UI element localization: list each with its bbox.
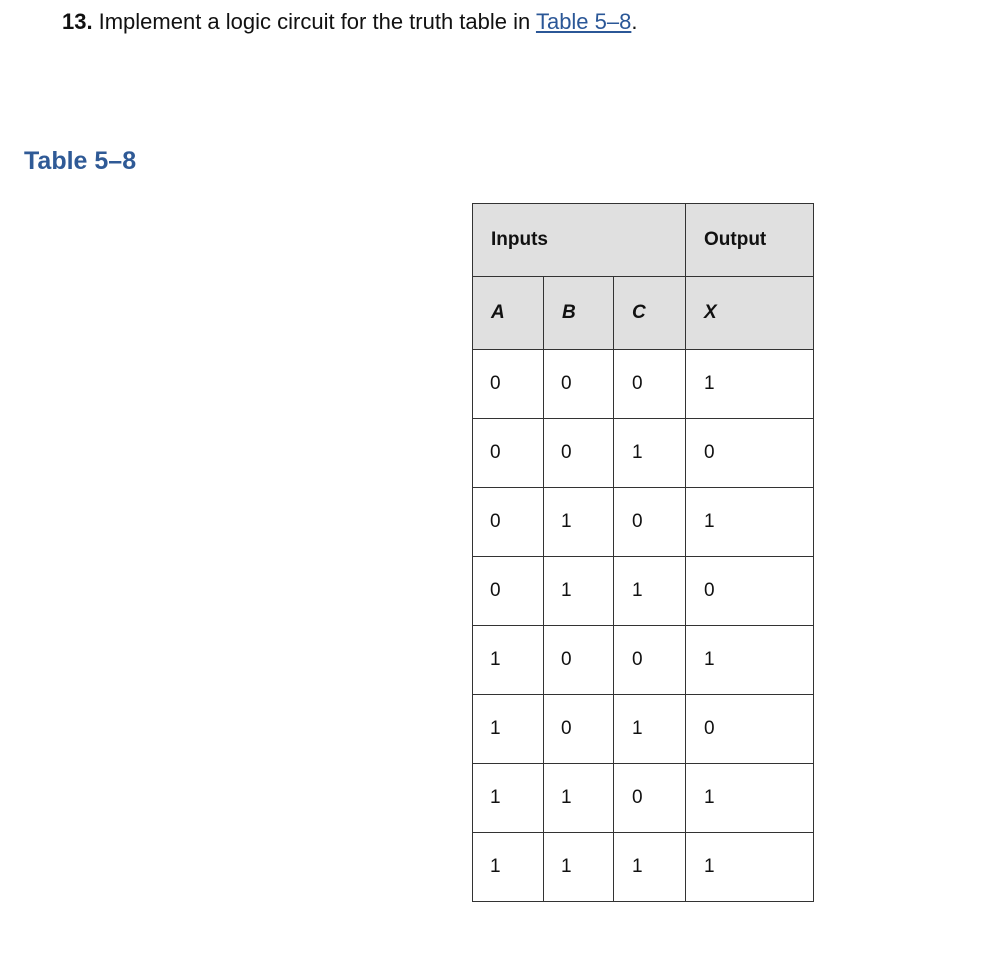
- column-header-a: A: [473, 277, 544, 350]
- cell-x: 1: [686, 350, 814, 419]
- table-reference-link[interactable]: Table 5–8: [535, 9, 632, 34]
- cell-c: 1: [614, 695, 686, 764]
- cell-c: 1: [614, 833, 686, 902]
- cell-b: 1: [544, 488, 614, 557]
- cell-b: 0: [544, 350, 614, 419]
- cell-a: 1: [473, 626, 544, 695]
- table-row: [473, 695, 814, 764]
- table-row: [473, 764, 814, 833]
- cell-a: 1: [473, 764, 544, 833]
- cell-x: 0: [686, 557, 814, 626]
- table-caption: Table 5–8: [24, 147, 137, 175]
- question-text: [62, 8, 638, 36]
- table-row: [473, 488, 814, 557]
- output-header: Output: [686, 204, 814, 277]
- table-row: [473, 833, 814, 902]
- cell-x: 1: [686, 488, 814, 557]
- cell-c: 0: [614, 350, 686, 419]
- cell-c: 1: [614, 419, 686, 488]
- column-header-b: B: [544, 277, 614, 350]
- cell-x: 0: [686, 419, 814, 488]
- cell-c: 0: [614, 488, 686, 557]
- cell-a: 0: [473, 488, 544, 557]
- cell-a: 0: [473, 419, 544, 488]
- table-row: [473, 557, 814, 626]
- cell-b: 0: [544, 695, 614, 764]
- cell-b: 1: [544, 833, 614, 902]
- cell-c: 0: [614, 626, 686, 695]
- column-header-c: C: [614, 277, 686, 350]
- cell-c: 1: [614, 557, 686, 626]
- cell-x: 0: [686, 695, 814, 764]
- cell-c: 0: [614, 764, 686, 833]
- cell-b: 1: [544, 764, 614, 833]
- table-row: [473, 350, 814, 419]
- cell-b: 0: [544, 626, 614, 695]
- inputs-header: Inputs: [473, 204, 686, 277]
- cell-b: 0: [544, 419, 614, 488]
- cell-x: 1: [686, 764, 814, 833]
- table-row: [473, 419, 814, 488]
- column-header-x: X: [686, 277, 814, 350]
- cell-x: 1: [686, 626, 814, 695]
- table-row: [473, 626, 814, 695]
- cell-a: 0: [473, 557, 544, 626]
- question-suffix: .: [631, 9, 638, 34]
- truth-table: [472, 203, 814, 902]
- cell-a: 1: [473, 833, 544, 902]
- cell-a: 1: [473, 695, 544, 764]
- cell-b: 1: [544, 557, 614, 626]
- cell-x: 1: [686, 833, 814, 902]
- column-header-row: [473, 277, 814, 350]
- question-number: 13.: [62, 9, 93, 34]
- group-header-row: [473, 204, 814, 277]
- cell-a: 0: [473, 350, 544, 419]
- question-body: Implement a logic circuit for the truth table in: [98, 9, 536, 34]
